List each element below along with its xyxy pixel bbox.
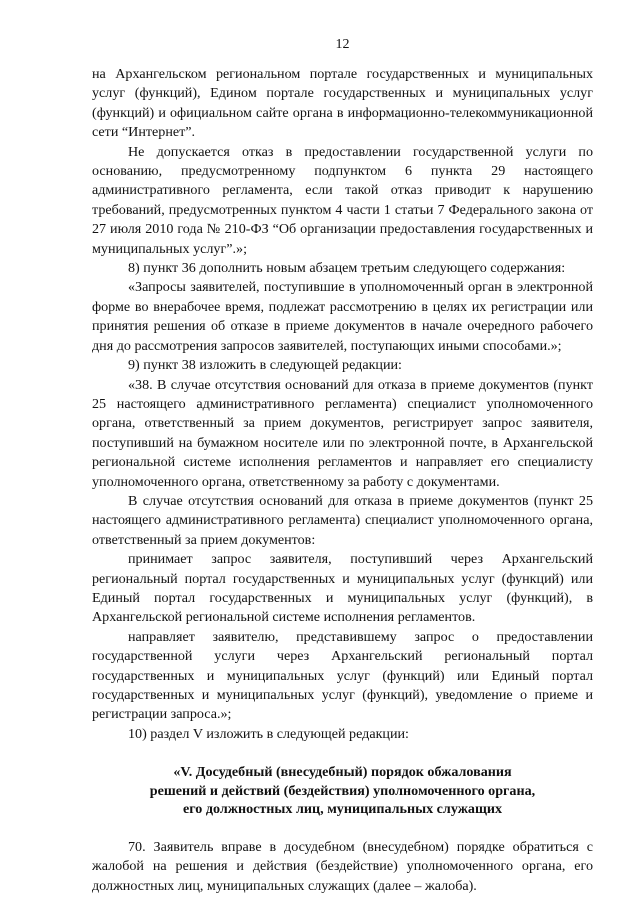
- paragraph: 9) пункт 38 изложить в следующей редакции:: [128, 357, 402, 374]
- paragraph: Не допускается отказ в предоставлении государственной услуги по основанию, предусмотренному подпунктом 6 пункта 29 настоящего административного регламента, если такой отказ приводит к нарушению требований, предусмотренных пунктом 4 части 1 статьи 7 Федерального закона от 27 июля 2010 года № 210-ФЗ “Об организации предоставления государственных и муниципальных услуг”.»;: [92, 143, 593, 257]
- paragraph: 70. Заявитель вправе в досудебном (внесудебном) порядке обратиться с жалобой на решения и действия (бездействие) уполномоченного органа, его должностных лиц, муниципальных служащих (далее – жалоба).: [92, 839, 593, 894]
- paragraph: В случае отсутствия оснований для отказа в приеме документов (пункт 25 настоящего административного регламента) специалист уполномоченного органа, ответственный за прием документов:: [92, 492, 593, 548]
- section-heading: [92, 763, 593, 819]
- paragraph: 10) раздел V изложить в следующей редакции:: [128, 725, 409, 742]
- section-heading-line: его должностных лиц, муниципальных служащих: [182, 801, 503, 818]
- body-text-after: [92, 838, 593, 896]
- body-text-before: [92, 65, 593, 744]
- paragraph: на Архангельском региональном портале государственных и муниципальных услуг (функций), Едином портале государственных и муниципальных услуг (функций) и официальном сайте органа в информационно-телекоммуникационной сети “Интернет”.: [92, 66, 593, 141]
- page-number: 12: [335, 37, 350, 52]
- paragraph: «38. В случае отсутствия оснований для отказа в приеме документов (пункт 25 настоящего административного регламента) специалист уполномоченного органа, ответственный за прием документов, регистрирует запрос заявителя, поступивший на бумажном носителе или по электронной почте, в Архангельской региональной системе исполнения регламентов и направляет его специалисту уполномоченного органа, ответственному за работу с документами.: [92, 376, 593, 490]
- paragraph: принимает запрос заявителя, поступивший через Архангельский региональный портал государственных и муниципальных услуг (функций) или Единый портал государственных и муниципальных услуг (функций), в Архангельской региональной системе исполнения регламентов.: [92, 551, 593, 626]
- paragraph: направляет заявителю, представившему запрос о предоставлении государственной услуги через Архангельский региональный портал государственных и муниципальных услуг (функций) или Единый портал государственных и муниципальных услуг (функций), уведомление о приеме и регистрации запроса.»;: [92, 628, 593, 723]
- section-heading-line: решений и действий (бездействия) уполномоченного органа,: [149, 782, 536, 799]
- paragraph: 8) пункт 36 дополнить новым абзацем третьим следующего содержания:: [128, 260, 566, 277]
- section-heading-line: «V. Досудебный (внесудебный) порядок обжалования: [173, 764, 512, 781]
- paragraph: «Запросы заявителей, поступившие в уполномоченный орган в электронной форме во внерабочее время, подлежат рассмотрению в целях их регистрации или принятия решения об отказе в приеме документов в начале очередного рабочего дня до рассмотрения запросов заявителей, поступающих иными способами.»;: [92, 279, 593, 354]
